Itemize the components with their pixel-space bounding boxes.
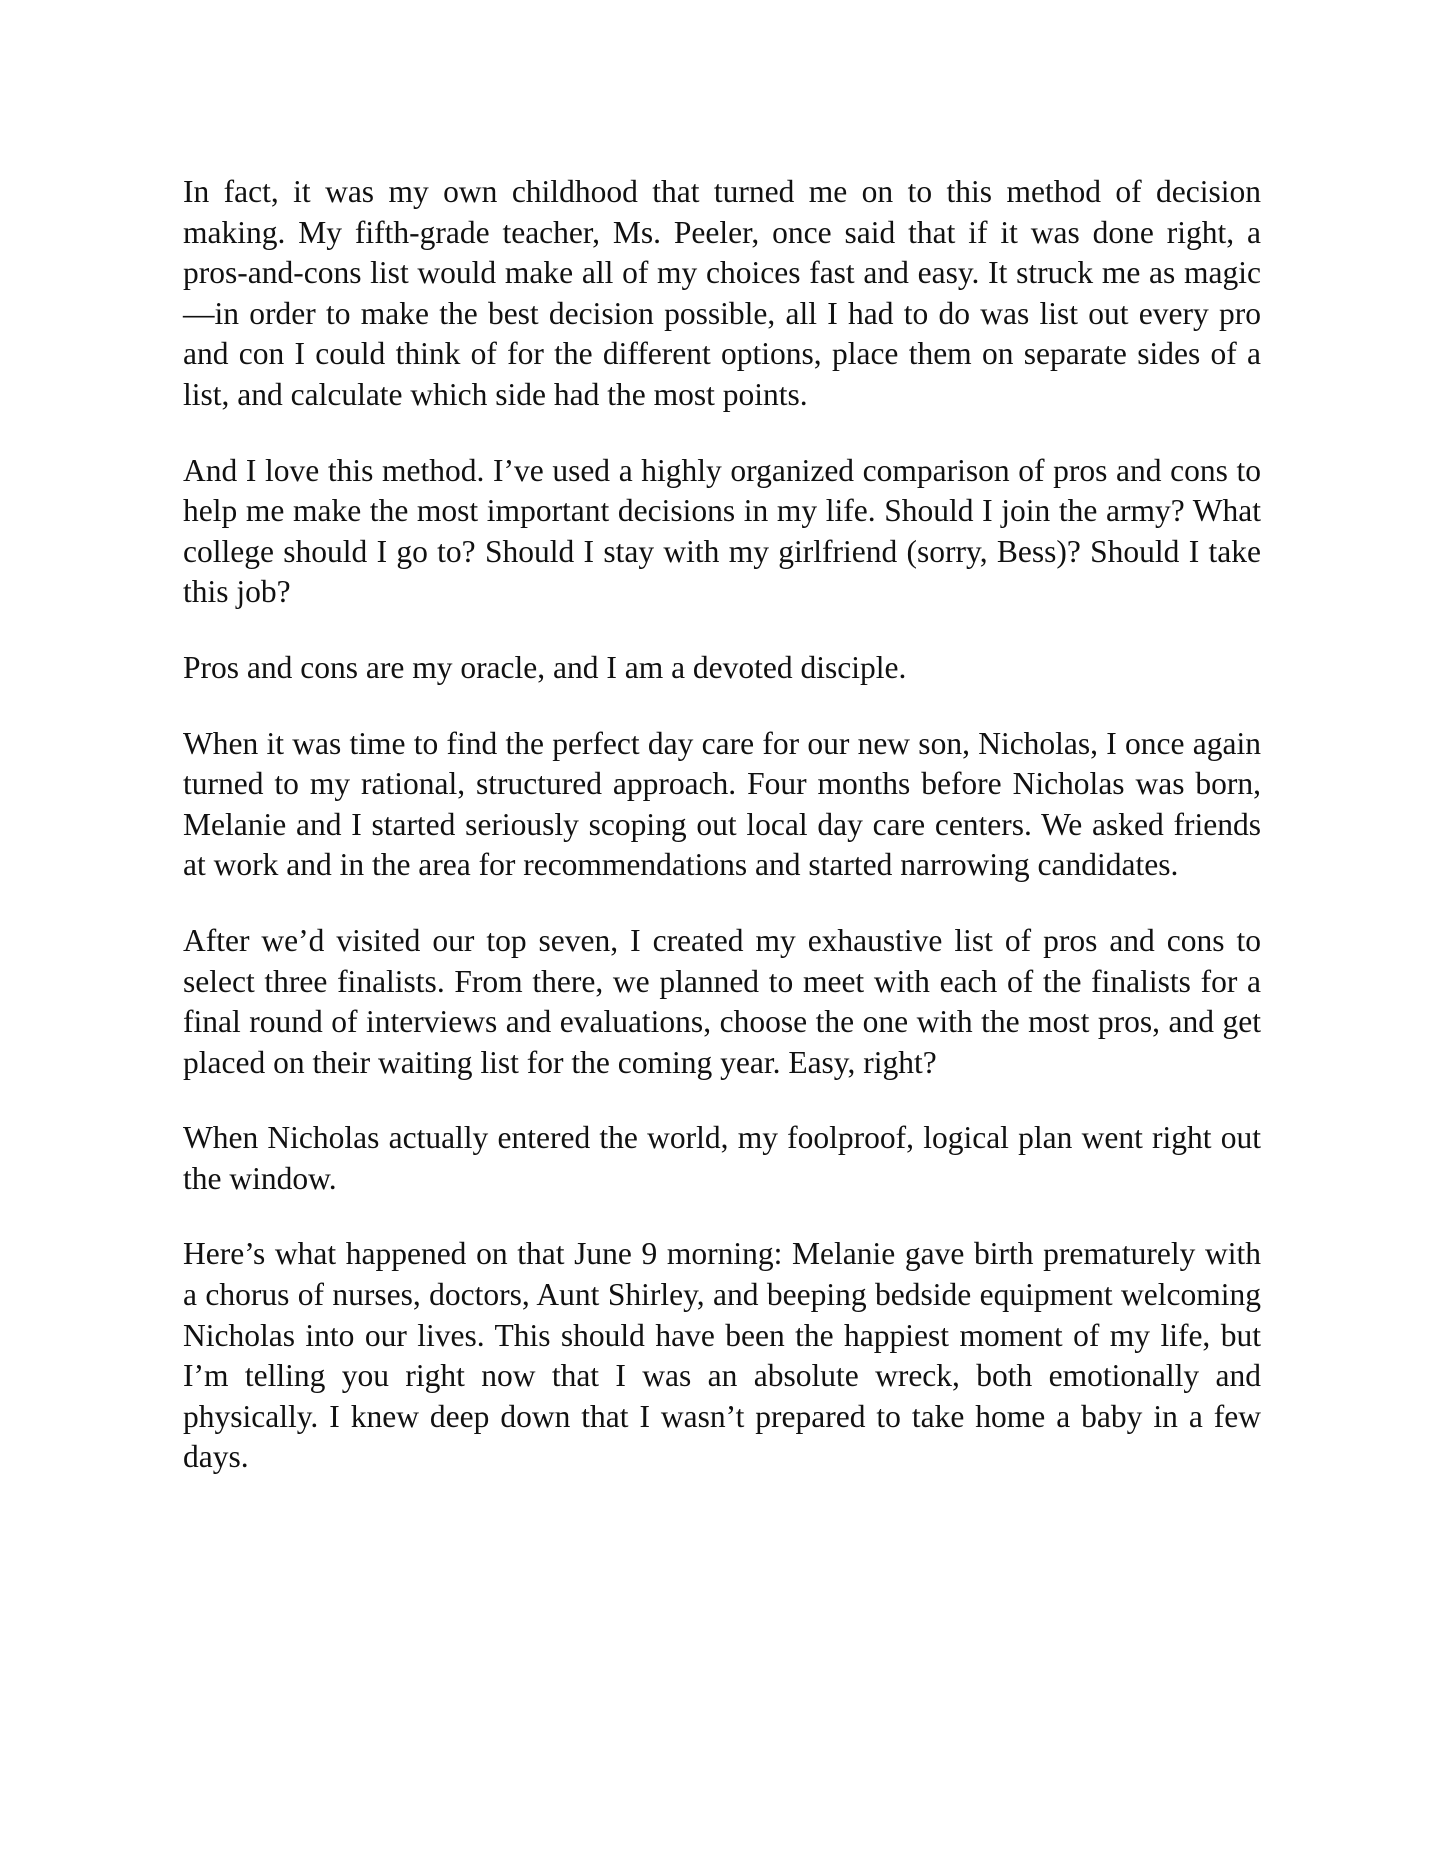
paragraph-4: When it was time to find the perfect day care for our new son, Nicholas, I once again turned to my rational, structured approach. Four months before Nicholas was born, Melanie and I started seriously scoping out local day care centers. We asked friends at work and in the area for recommendations and started narrowing candidates.	[183, 725, 1261, 883]
paragraph-6: When Nicholas actually entered the world, my foolproof, logical plan went right out the window.	[183, 1120, 1261, 1196]
document-page	[183, 172, 1261, 1513]
paragraph-1: In fact, it was my own childhood that turned me on to this method of decision making. My fifth-grade teacher, Ms. Peeler, once said that if it was done right, a pros-and-cons list would make all of my choices fast and easy. It struck me as magic—in order to make the best decision possible, all I had to do was list out every pro and con I could think of for the different options, place them on separate sides of a list, and calculate which side had the most points.	[183, 174, 1261, 412]
paragraph-3: Pros and cons are my oracle, and I am a devoted disciple.	[183, 649, 907, 685]
paragraph-2: And I love this method. I’ve used a highly organized comparison of pros and cons to help me make the most important decisions in my life. Should I join the army? What college should I go to? Should I stay with my girlfriend (sorry, Bess)? Should I take this job?	[183, 452, 1261, 610]
paragraph-5: After we’d visited our top seven, I created my exhaustive list of pros and cons to select three finalists. From there, we planned to meet with each of the finalists for a final round of interviews and evaluations, choose the one with the most pros, and get placed on their waiting list for the coming year. Easy, right?	[183, 922, 1261, 1080]
paragraph-7: Here’s what happened on that June 9 morning: Melanie gave birth prematurely with a chorus of nurses, doctors, Aunt Shirley, and beeping bedside equipment welcoming Nicholas into our lives. This should have been the happiest moment of my life, but I’m telling you right now that I was an absolute wreck, both emotionally and physically. I knew deep down that I wasn’t prepared to take home a baby in a few days.	[183, 1236, 1261, 1475]
